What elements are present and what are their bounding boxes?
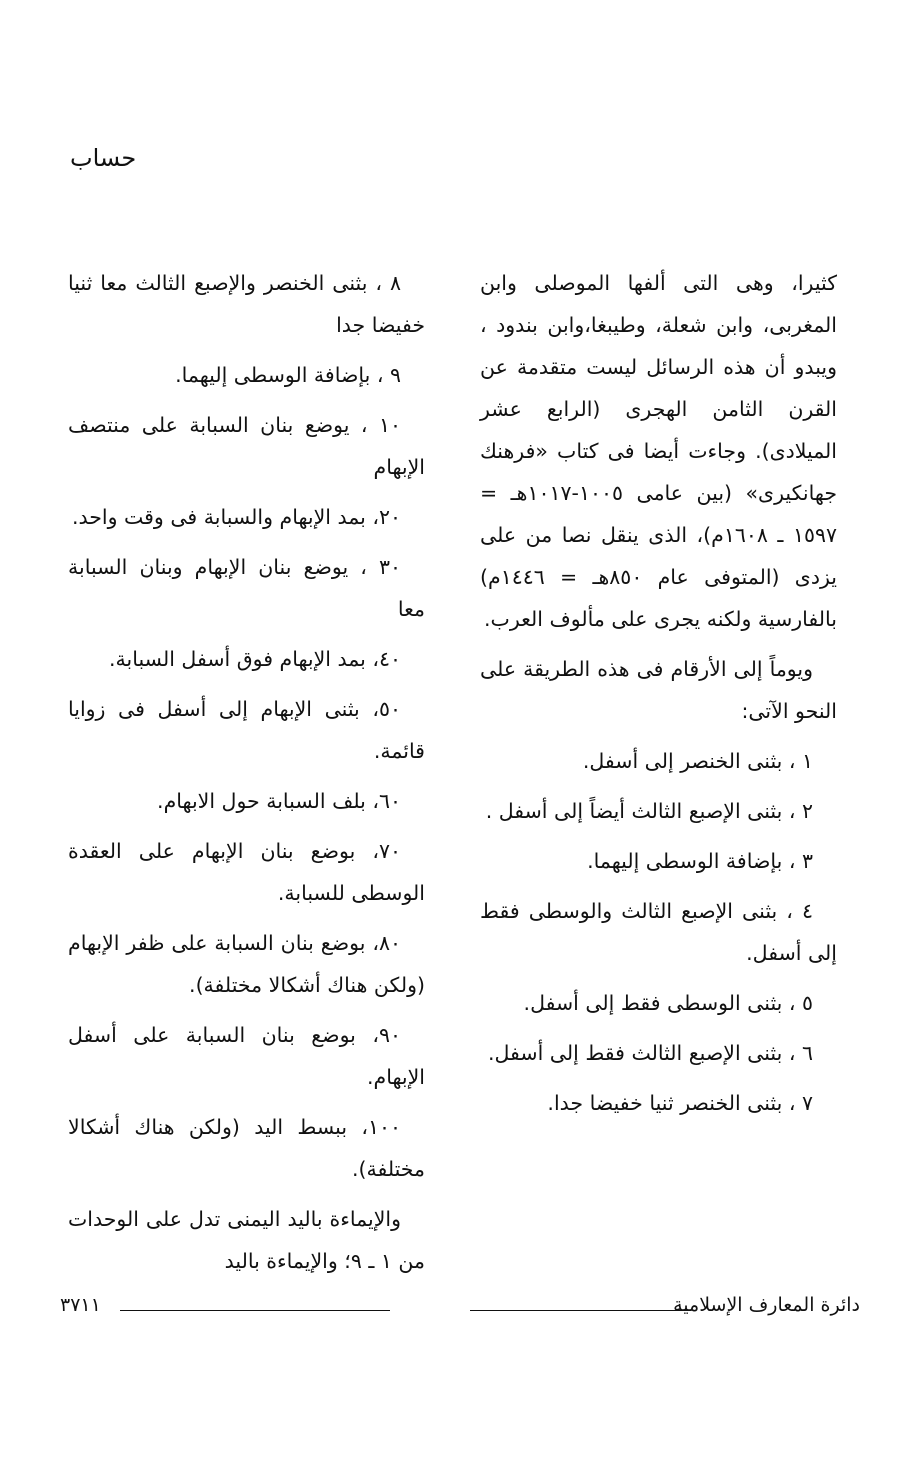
list-item: ٣ ، بإضافة الوسطى إليهما. [587,849,813,873]
list-item: ١٠ ، يوضع بنان السبابة على منتصف الإبهام [68,413,425,479]
list-item: ٤٠، بمد الإبهام فوق أسفل السبابة. [109,647,401,671]
list-item: ٢ ، بثنى الإصبع الثالث أيضاً إلى أسفل . [485,799,813,823]
list-item: ٨٠، بوضع بنان السبابة على ظفر الإبهام (ولكن هناك أشكالا مختلفة). [68,931,425,997]
list-item: ٦٠، بلف السبابة حول الابهام. [157,789,401,813]
list-item: ٩٠، بوضع بنان السبابة على أسفل الإبهام. [68,1023,425,1089]
footer-rule [470,1310,690,1311]
footer-title: دائرة المعارف الإسلامية [673,1294,860,1316]
list-item: ١ ، بثنى الخنصر إلى أسفل. [582,749,813,773]
list-item: ٥ ، بثنى الوسطى فقط إلى أسفل. [523,991,813,1015]
list-item: ٤ ، بثنى الإصبع الثالث والوسطى فقط إلى أسفل. [480,899,837,965]
list-item: ٧٠، بوضع بنان الإبهام على العقدة الوسطى للسبابة. [68,839,425,905]
page-footer [60,1294,860,1324]
list-item: ٩ ، بإضافة الوسطى إليهما. [175,363,401,387]
page-number: ٣٧١١ [60,1294,101,1316]
paragraph: ويوماً إلى الأرقام فى هذه الطريقة على النحو الآتى: [480,657,837,723]
left-column [68,262,425,1290]
paragraph: والإيماءة باليد اليمنى تدل على الوحدات من ١ ـ ٩؛ والإيماءة باليد [68,1207,425,1273]
list-item: ٢٠، بمد الإبهام والسبابة فى وقت واحد. [71,505,401,529]
paragraph: كثيرا، وهى التى ألفها الموصلى وابن المغربى، وابن شعلة، وطيبغا،وابن بندود ، ويبدو أن هذه الرسائل ليست متقدمة عن القرن الثامن الهجرى (الرابع عشر الميلادى). وجاءت أيضا فى كتاب «فرهنك جهانكيرى» (بين عامى ١٠٠٥-١٠١٧هـ = ١٥٩٧ ـ ١٦٠٨م)، الذى ينقل نصا من على يزدى (المتوفى عام ٨٥٠هـ = ١٤٤٦م) بالفارسية ولكنه يجرى على مألوف العرب. [480,271,837,631]
right-column [480,262,837,1132]
running-header: حساب [70,144,137,172]
list-item: ٧ ، بثنى الخنصر ثنيا خفيضا جدا. [547,1091,813,1115]
list-item: ٥٠، بثنى الإبهام إلى أسفل فى زوايا قائمة. [68,697,425,763]
list-item: ٨ ، بثنى الخنصر والإصبع الثالث معا ثنيا خفيضا جدا [68,271,425,337]
footer-rule [120,1310,390,1311]
list-item: ٣٠ ، يوضع بنان الإبهام وبنان السبابة معا [68,555,425,621]
list-item: ١٠٠، ببسط اليد (ولكن هناك أشكالا مختلفة). [68,1115,425,1181]
list-item: ٦ ، بثنى الإصبع الثالث فقط إلى أسفل. [488,1041,813,1065]
